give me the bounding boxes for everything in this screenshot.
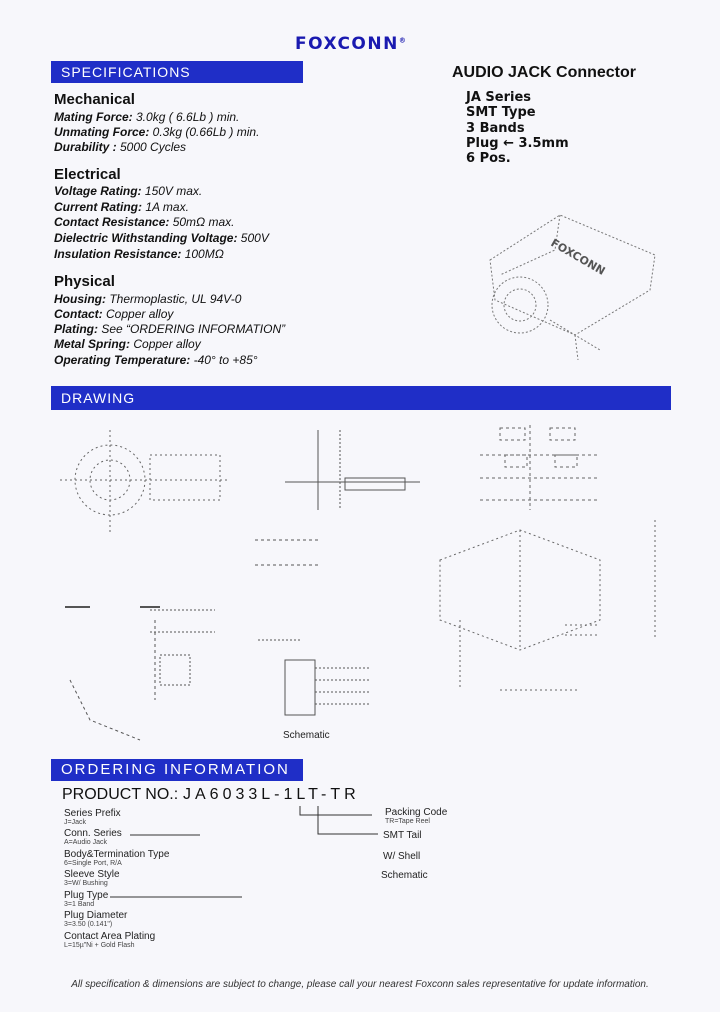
order-item-sub: 3=1 Band <box>64 901 95 908</box>
svg-text:FOXCONN: FOXCONN <box>548 236 608 278</box>
spec-row: Mating Force: 3.0kg ( 6.6Lb ) min. <box>54 110 240 124</box>
side-view-drawing <box>255 430 420 565</box>
footer-note: All specification & dimensions are subject to change, please call your nearest Foxconn sales representative for update information. <box>71 979 649 990</box>
order-item-sub: J=Jack <box>64 819 86 826</box>
order-item-title: Conn. Series <box>64 828 122 839</box>
drawing-bar: DRAWING <box>51 386 671 410</box>
series-line: SMT Type <box>466 105 536 120</box>
spec-row: Dielectric Withstanding Voltage: 500V <box>54 231 269 245</box>
connector-illustration <box>490 215 655 360</box>
order-item-sub: 3=W/ Bushing <box>64 880 108 887</box>
ordering-bar: ORDERING INFORMATION <box>51 759 303 781</box>
product-no-code: JA6033L-1LT-TR <box>183 786 360 803</box>
specifications-bar: SPECIFICATIONS <box>51 61 303 83</box>
product-title: AUDIO JACK Connector <box>452 64 637 81</box>
order-item-sub: 6=Single Port, R/A <box>64 860 122 867</box>
order-item-title: Schematic <box>381 870 428 881</box>
order-item-sub: A=Audio Jack <box>64 839 107 846</box>
mechanical-heading: Mechanical <box>54 91 135 108</box>
order-item-title: Contact Area Plating <box>64 931 156 942</box>
spec-row: Plating: See “ORDERING INFORMATION” <box>54 322 286 336</box>
spec-row: Voltage Rating: 150V max. <box>54 184 203 198</box>
order-item-title: Packing Code <box>385 807 448 818</box>
spec-row: Housing: Thermoplastic, UL 94V-0 <box>54 292 242 306</box>
bottom-view-drawing <box>65 607 215 740</box>
order-item-sub: 3=3.50 (0.141") <box>64 921 113 928</box>
product-no-label: PRODUCT NO.: <box>62 786 179 803</box>
front-view-drawing <box>60 430 230 535</box>
spec-row: Contact: Copper alloy <box>54 307 174 321</box>
order-item-title: SMT Tail <box>383 830 422 841</box>
spec-row: Current Rating: 1A max. <box>54 200 189 214</box>
series-line: 6 Pos. <box>466 151 511 166</box>
schematic-label: Schematic <box>283 730 330 741</box>
pcb-layout-drawing <box>480 425 600 510</box>
schematic-drawing <box>258 640 370 715</box>
electrical-heading: Electrical <box>54 166 121 183</box>
spec-row: Operating Temperature: -40° to +85° <box>54 353 258 367</box>
spec-row: Insulation Resistance: 100MΩ <box>54 247 224 261</box>
order-item-title: Series Prefix <box>64 808 121 819</box>
order-item-title: Plug Diameter <box>64 910 128 921</box>
series-line: JA Series <box>466 90 532 105</box>
isometric-drawing <box>440 520 655 690</box>
order-item-title: Body&Termination Type <box>64 849 170 860</box>
order-item-sub: L=15µ”Ni + Gold Flash <box>64 942 135 949</box>
order-item-title: W/ Shell <box>383 851 421 862</box>
order-item-title: Plug Type <box>64 890 109 901</box>
spec-row: Contact Resistance: 50mΩ max. <box>54 215 235 229</box>
spec-row: Durability : 5000 Cycles <box>54 140 187 154</box>
series-line: 3 Bands <box>466 121 525 136</box>
physical-heading: Physical <box>54 273 115 290</box>
series-line: Plug ← 3.5mm <box>466 136 569 151</box>
order-item-title: Sleeve Style <box>64 869 120 880</box>
order-item-sub: TR=Tape Reel <box>385 818 430 825</box>
spec-row: Metal Spring: Copper alloy <box>54 337 201 351</box>
foxconn-logo: FOXCONN® <box>295 34 406 54</box>
spec-row: Unmating Force: 0.3kg (0.66Lb ) min. <box>54 125 260 139</box>
